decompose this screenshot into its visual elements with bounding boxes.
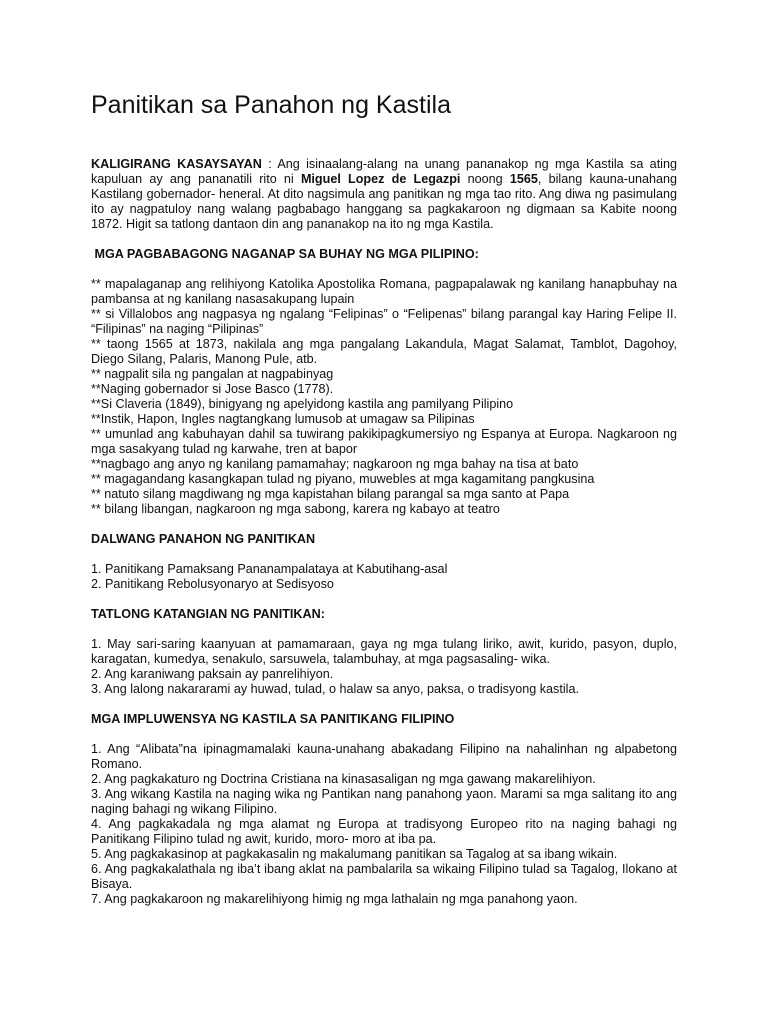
- list-item: ** taong 1565 at 1873, nakilala ang mga pangalang Lakandula, Magat Salamat, Tamblot, Dagohoy, Diego Silang, Palaris, Manong Pule, atb.: [91, 337, 677, 366]
- intro-text-1: : Ang isinaalang-alang na unang pananakop ng mga Kastila sa ating kapuluan ay ang pananatili rito ni: [91, 157, 677, 186]
- list-item: 5. Ang pagkakasinop at pagkakasalin ng makalumang panitikan sa Tagalog at sa ibang wikain.: [91, 847, 618, 861]
- list-item: 3. Ang wikang Kastila na naging wika ng Pantikan nang panahong yaon. Marami sa mga salitang ito ang naging bahagi ng wikang Filipino.: [91, 787, 677, 816]
- intro-text-3: , bilang kauna-unahang Kastilang gobernador- heneral. At dito nagsimula ang panitikan ng mga tao rito. Ang diwa ng pasimulang ito ay nagpatuloy nang walang pagbabago hanggang sa pagkakaroon ng digmaan sa Kabite noong 1872. Higit sa tatlong dantaon din ang pananakop na ito ng mga Kastila.: [91, 172, 677, 231]
- list-item: 3. Ang lalong nakararami ay huwad, tulad, o halaw sa anyo, paksa, o tradisyong kastila.: [91, 682, 579, 696]
- list-item: 4. Ang pagkakadala ng mga alamat ng Europa at tradisyong Europeo rito na naging bahagi ng Panitikang Filipino tulad ng awit, kurido, moro- moro at iba pa.: [91, 817, 677, 846]
- pagbabago-list: [91, 277, 677, 517]
- list-item: 1. Ang “Alibata”na ipinagmamalaki kauna-unahang abakadang Filipino na nahalinhan ng alpabetong Romano.: [91, 742, 677, 771]
- list-item: ** umunlad ang kabuhayan dahil sa tuwirang pakikipagkumersiyo ng Espanya at Europa. Nagkaroon ng mga sasakyang tulad ng karwahe, tren at bapor: [91, 427, 677, 456]
- intro-year: 1565: [509, 172, 538, 186]
- section-heading-dalwang: DALWANG PANAHON NG PANITIKAN: [91, 532, 316, 546]
- list-item: **Naging gobernador si Jose Basco (1778).: [91, 382, 334, 396]
- intro-paragraph: [91, 157, 677, 232]
- list-item: 1. May sari-saring kaanyuan at pamamaraan, gaya ng mga tulang liriko, awit, kurido, pasyon, duplo, karagatan, kumedya, senakulo, sarsuwela, talambuhay, at mga pagsasaling- wika.: [91, 637, 677, 666]
- section-heading-impluwensya: MGA IMPLUWENSYA NG KASTILA SA PANITIKANG FILIPINO: [91, 712, 455, 726]
- katangian-list: [91, 637, 677, 697]
- list-item: 2. Panitikang Rebolusyonaryo at Sedisyoso: [91, 577, 334, 591]
- section-heading-pagbabago: MGA PAGBABAGONG NAGANAP SA BUHAY NG MGA PILIPINO:: [91, 247, 479, 261]
- page-title: Panitikan sa Panahon ng Kastila: [91, 91, 451, 119]
- list-item: 6. Ang pagkakalathala ng iba’t ibang aklat na pambalarila sa wikaing Filipino tulad sa Tagalog, Ilokano at Bisaya.: [91, 862, 677, 891]
- intro-label: KALIGIRANG KASAYSAYAN: [91, 157, 262, 171]
- list-item: 2. Ang karaniwang paksain ay panrelihiyon.: [91, 667, 334, 681]
- list-item: 2. Ang pagkakaturo ng Doctrina Cristiana na kinasasaligan ng mga gawang makarelihiyon.: [91, 772, 596, 786]
- list-item: ** si Villalobos ang nagpasya ng ngalang “Felipinas” o “Felipenas” bilang parangal kay Haring Felipe II. “Filipinas” na naging “Pilipinas”: [91, 307, 677, 336]
- dalwang-list: [91, 562, 677, 592]
- list-item: ** nagpalit sila ng pangalan at nagpabinyag: [91, 367, 334, 381]
- impluwensya-list: [91, 742, 677, 907]
- list-item: **nagbago ang anyo ng kanilang pamamahay; nagkaroon ng mga bahay na tisa at bato: [91, 457, 579, 471]
- list-item: ** mapalaganap ang relihiyong Katolika Apostolika Romana, pagpapalawak ng kanilang hanapbuhay na pambansa at ng kanilang nasasakupang lupain: [91, 277, 677, 306]
- section-heading-katangian: TATLONG KATANGIAN NG PANITIKAN:: [91, 607, 325, 621]
- list-item: ** bilang libangan, nagkaroon ng mga sabong, karera ng kabayo at teatro: [91, 502, 500, 516]
- list-item: **Si Claveria (1849), binigyang ng apelyidong kastila ang pamilyang Pilipino: [91, 397, 514, 411]
- list-item: ** magagandang kasangkapan tulad ng piyano, muwebles at mga kagamitang pangkusina: [91, 472, 595, 486]
- list-item: **Instik, Hapon, Ingles nagtangkang lumusob at umagaw sa Pilipinas: [91, 412, 475, 426]
- intro-name: Miguel Lopez de Legazpi: [300, 172, 461, 186]
- list-item: ** natuto silang magdiwang ng mga kapistahan bilang parangal sa mga santo at Papa: [91, 487, 570, 501]
- list-item: 7. Ang pagkakaroon ng makarelihiyong himig ng mga lathalain ng mga panahong yaon.: [91, 892, 578, 906]
- intro-text-2: noong: [460, 172, 510, 186]
- list-item: 1. Panitikang Pamaksang Pananampalataya at Kabutihang-asal: [91, 562, 448, 576]
